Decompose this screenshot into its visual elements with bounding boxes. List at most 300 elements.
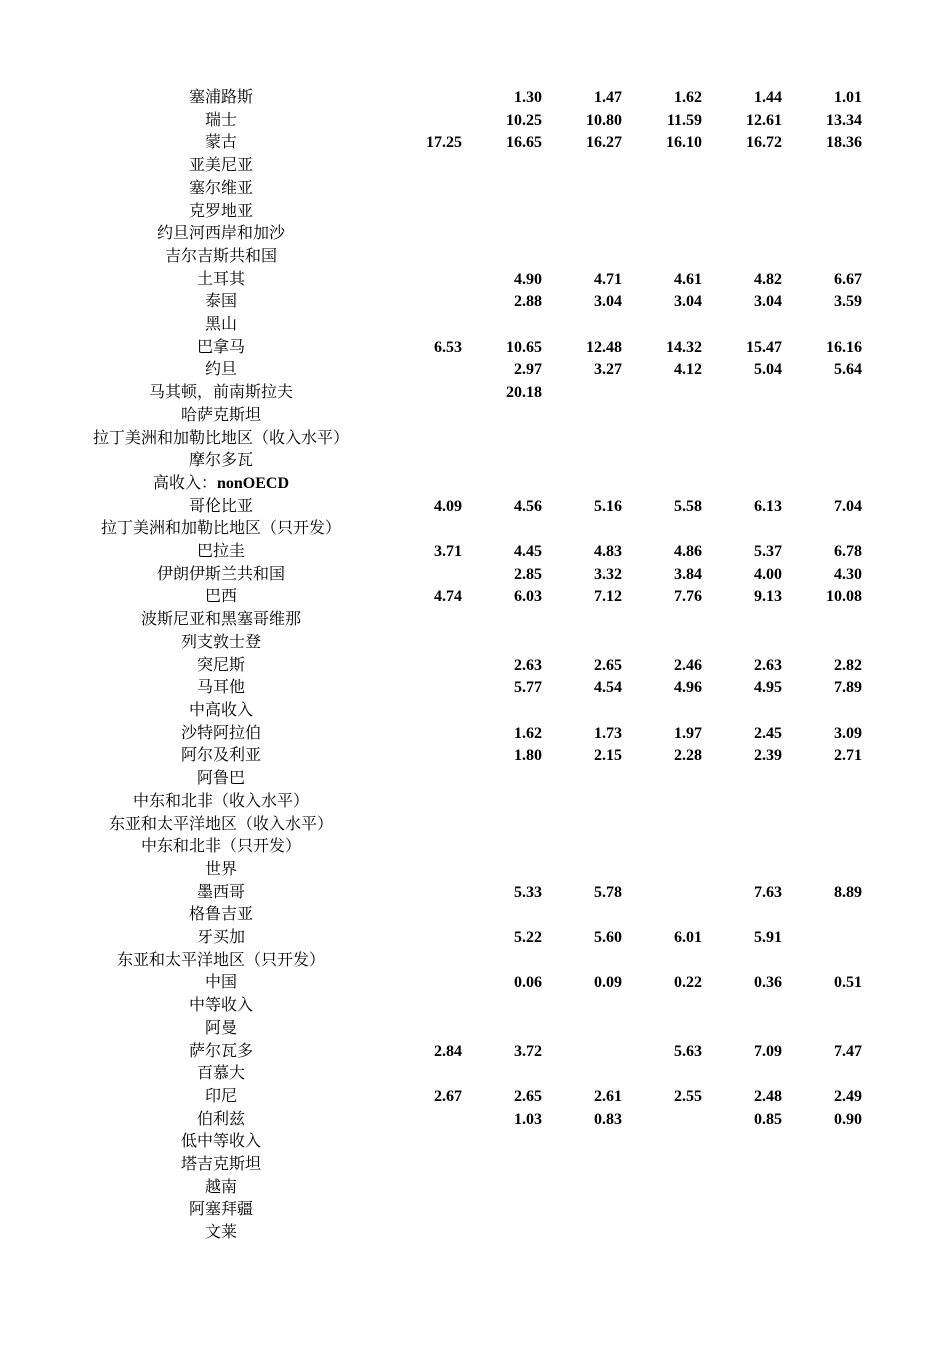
row-label-text: 马其顿，前南斯拉夫 xyxy=(148,384,293,402)
value-cell xyxy=(462,201,542,224)
value-cell: 4.30 xyxy=(834,565,862,583)
value-cell xyxy=(542,1199,622,1222)
row-label-text: 黑山 xyxy=(204,316,237,334)
value-cell xyxy=(542,1131,622,1154)
value-cell xyxy=(542,791,622,814)
table-row xyxy=(60,155,862,178)
value-cell xyxy=(542,1018,622,1041)
value-cell xyxy=(782,1018,862,1041)
row-label xyxy=(60,450,382,473)
row-label xyxy=(60,201,382,224)
value-cell xyxy=(702,155,782,178)
value-cell: 7.47 xyxy=(834,1042,862,1060)
row-label-text: 高收入： xyxy=(152,474,217,492)
value-cell: 13.34 xyxy=(826,111,862,129)
table-row xyxy=(60,541,862,564)
value-cell: 3.27 xyxy=(594,361,622,379)
value-cell xyxy=(542,201,622,224)
value-cell xyxy=(782,382,862,405)
value-cell: 2.65 xyxy=(594,656,622,674)
value-cell xyxy=(462,836,542,859)
row-label xyxy=(60,541,382,564)
table-row xyxy=(60,291,862,314)
value-cell: 2.55 xyxy=(674,1087,702,1105)
row-label-text: 瑞士 xyxy=(204,111,237,129)
table-row xyxy=(60,450,862,473)
row-label xyxy=(60,655,382,678)
table-row xyxy=(60,132,862,155)
value-cell: 3.04 xyxy=(754,293,782,311)
row-label xyxy=(60,1222,382,1245)
table-row xyxy=(60,564,862,587)
value-cell xyxy=(622,405,702,428)
value-cell xyxy=(782,178,862,201)
row-label-text: 摩尔多瓦 xyxy=(188,452,253,470)
value-cell xyxy=(702,995,782,1018)
value-cell xyxy=(382,950,462,973)
table-row xyxy=(60,314,862,337)
table-row xyxy=(60,904,862,927)
value-cell xyxy=(702,836,782,859)
row-label-text: 沙特阿拉伯 xyxy=(180,724,261,742)
value-cell: 5.37 xyxy=(754,543,782,561)
value-cell: 12.48 xyxy=(586,338,622,356)
value-cell xyxy=(542,814,622,837)
row-label xyxy=(60,1018,382,1041)
value-cell xyxy=(702,609,782,632)
table-row xyxy=(60,1109,862,1132)
value-cell: 2.63 xyxy=(514,656,542,674)
value-cell xyxy=(462,700,542,723)
value-cell: 3.04 xyxy=(674,293,702,311)
table-row xyxy=(60,700,862,723)
value-cell: 16.27 xyxy=(586,134,622,152)
value-cell xyxy=(382,291,462,314)
value-cell xyxy=(382,655,462,678)
value-cell: 1.62 xyxy=(674,89,702,106)
row-label-text: 拉丁美洲和加勒比地区（只开发） xyxy=(100,520,341,538)
value-cell xyxy=(702,473,782,496)
value-cell xyxy=(622,950,702,973)
value-cell xyxy=(542,405,622,428)
value-cell xyxy=(782,950,862,973)
value-cell xyxy=(702,1131,782,1154)
row-label-text: 巴拉圭 xyxy=(196,543,245,561)
value-cell xyxy=(782,155,862,178)
value-cell xyxy=(462,859,542,882)
value-cell: 4.45 xyxy=(514,543,542,561)
value-cell xyxy=(382,359,462,382)
value-cell xyxy=(382,632,462,655)
value-cell xyxy=(782,1063,862,1086)
row-label-text: 哥伦比亚 xyxy=(188,497,253,515)
value-cell xyxy=(622,428,702,451)
value-cell xyxy=(462,246,542,269)
value-cell: 16.65 xyxy=(506,134,542,152)
row-label-text: 阿鲁巴 xyxy=(196,770,245,788)
value-cell: 2.49 xyxy=(834,1087,862,1105)
row-label xyxy=(60,110,382,133)
row-label-text: 世界 xyxy=(204,860,237,878)
table-row xyxy=(60,859,862,882)
value-cell: 4.09 xyxy=(434,497,462,515)
value-cell xyxy=(782,450,862,473)
row-label xyxy=(60,178,382,201)
value-cell: 10.25 xyxy=(506,111,542,129)
row-label-text: 格鲁吉亚 xyxy=(188,906,253,924)
value-cell: 2.67 xyxy=(434,1087,462,1105)
value-cell xyxy=(782,814,862,837)
value-cell xyxy=(462,768,542,791)
table-row xyxy=(60,496,862,519)
value-cell xyxy=(622,473,702,496)
value-cell xyxy=(462,632,542,655)
value-cell xyxy=(542,1222,622,1245)
row-label-text: 越南 xyxy=(204,1178,237,1196)
value-cell xyxy=(782,1199,862,1222)
value-cell xyxy=(462,1177,542,1200)
value-cell xyxy=(382,814,462,837)
table-row xyxy=(60,87,862,110)
value-cell xyxy=(382,972,462,995)
value-cell xyxy=(382,155,462,178)
value-cell: 6.13 xyxy=(754,497,782,515)
value-cell: 4.54 xyxy=(594,679,622,697)
value-cell xyxy=(622,1199,702,1222)
value-cell: 20.18 xyxy=(506,384,542,402)
value-cell xyxy=(382,1154,462,1177)
value-cell xyxy=(382,1131,462,1154)
value-cell: 4.61 xyxy=(674,270,702,288)
value-cell xyxy=(382,723,462,746)
value-cell xyxy=(382,1177,462,1200)
value-cell xyxy=(382,110,462,133)
row-label xyxy=(60,859,382,882)
table-row xyxy=(60,814,862,837)
table-row xyxy=(60,768,862,791)
value-cell xyxy=(382,882,462,905)
value-cell xyxy=(702,405,782,428)
row-label-text: 文莱 xyxy=(204,1224,237,1242)
value-cell xyxy=(462,1063,542,1086)
value-cell xyxy=(382,564,462,587)
value-cell xyxy=(462,155,542,178)
row-label-text: 萨尔瓦多 xyxy=(188,1042,253,1060)
row-label xyxy=(60,246,382,269)
value-cell xyxy=(542,700,622,723)
value-cell xyxy=(782,609,862,632)
value-cell xyxy=(622,246,702,269)
value-cell xyxy=(382,859,462,882)
value-cell: 1.80 xyxy=(514,747,542,765)
value-cell xyxy=(622,904,702,927)
table-row xyxy=(60,882,862,905)
row-label xyxy=(60,1177,382,1200)
value-cell: 10.65 xyxy=(506,338,542,356)
table-row xyxy=(60,201,862,224)
table-row xyxy=(60,1154,862,1177)
value-cell: 2.85 xyxy=(514,565,542,583)
value-cell: 5.63 xyxy=(674,1042,702,1060)
value-cell xyxy=(542,609,622,632)
row-label xyxy=(60,1199,382,1222)
value-cell xyxy=(622,814,702,837)
value-cell: 2.48 xyxy=(754,1087,782,1105)
value-cell: 6.03 xyxy=(514,588,542,606)
table-row xyxy=(60,836,862,859)
value-cell xyxy=(382,1063,462,1086)
value-cell: 4.71 xyxy=(594,270,622,288)
table-row xyxy=(60,473,862,496)
value-cell: 3.59 xyxy=(834,293,862,311)
value-cell xyxy=(382,700,462,723)
row-label-text: 印尼 xyxy=(204,1087,237,1105)
row-label xyxy=(60,132,382,155)
value-cell xyxy=(382,178,462,201)
value-cell xyxy=(382,405,462,428)
value-cell: 3.84 xyxy=(674,565,702,583)
value-cell xyxy=(542,1063,622,1086)
value-cell xyxy=(542,473,622,496)
value-cell xyxy=(782,1222,862,1245)
row-label-text: 突尼斯 xyxy=(196,656,245,674)
value-cell xyxy=(382,1109,462,1132)
value-cell xyxy=(462,223,542,246)
row-label-text: 东亚和太平洋地区（只开发） xyxy=(116,951,325,969)
value-cell: 18.36 xyxy=(826,134,862,152)
value-cell: 15.47 xyxy=(746,338,782,356)
value-cell xyxy=(382,745,462,768)
value-cell xyxy=(462,1018,542,1041)
value-cell xyxy=(462,609,542,632)
value-cell: 8.89 xyxy=(834,883,862,901)
value-cell xyxy=(462,428,542,451)
value-cell xyxy=(382,269,462,292)
value-cell xyxy=(622,1063,702,1086)
value-cell xyxy=(462,1199,542,1222)
value-cell xyxy=(382,836,462,859)
table-row xyxy=(60,1131,862,1154)
value-cell xyxy=(702,246,782,269)
value-cell: 2.45 xyxy=(754,724,782,742)
value-cell xyxy=(382,201,462,224)
row-label-text: 伯利兹 xyxy=(196,1110,245,1128)
row-label-text: 哈萨克斯坦 xyxy=(180,406,261,424)
row-label-text: 约旦河西岸和加沙 xyxy=(156,225,285,243)
table-row xyxy=(60,1199,862,1222)
value-cell xyxy=(622,382,702,405)
row-label xyxy=(60,1131,382,1154)
value-cell xyxy=(542,995,622,1018)
value-cell: 5.16 xyxy=(594,497,622,515)
value-cell xyxy=(702,859,782,882)
value-cell: 11.59 xyxy=(666,111,702,129)
table-row xyxy=(60,586,862,609)
value-cell xyxy=(542,246,622,269)
value-cell: 16.10 xyxy=(666,134,702,152)
value-cell xyxy=(622,859,702,882)
value-cell: 16.72 xyxy=(746,134,782,152)
value-cell xyxy=(462,314,542,337)
value-cell xyxy=(382,1199,462,1222)
value-cell xyxy=(382,518,462,541)
value-cell xyxy=(782,518,862,541)
value-cell: 5.33 xyxy=(514,883,542,901)
row-label xyxy=(60,768,382,791)
table-row xyxy=(60,178,862,201)
value-cell: 2.15 xyxy=(594,747,622,765)
table-row xyxy=(60,246,862,269)
row-label xyxy=(60,1041,382,1064)
value-cell: 2.28 xyxy=(674,747,702,765)
value-cell: 4.83 xyxy=(594,543,622,561)
value-cell: 3.72 xyxy=(514,1042,542,1060)
row-label-text: 马耳他 xyxy=(196,679,245,697)
table-row xyxy=(60,428,862,451)
row-label xyxy=(60,972,382,995)
value-cell xyxy=(622,178,702,201)
value-cell xyxy=(622,700,702,723)
value-cell xyxy=(782,246,862,269)
row-label xyxy=(60,1086,382,1109)
value-cell: 6.01 xyxy=(674,929,702,947)
value-cell: 6.53 xyxy=(434,338,462,356)
table-row xyxy=(60,1063,862,1086)
value-cell xyxy=(702,518,782,541)
value-cell xyxy=(382,382,462,405)
value-cell xyxy=(782,314,862,337)
value-cell xyxy=(382,904,462,927)
value-cell: 1.30 xyxy=(514,89,542,106)
value-cell: 0.06 xyxy=(514,974,542,992)
row-label-text: 低中等收入 xyxy=(180,1133,261,1151)
value-cell xyxy=(782,1177,862,1200)
value-cell xyxy=(382,768,462,791)
value-cell: 12.61 xyxy=(746,111,782,129)
value-cell xyxy=(622,1154,702,1177)
table-row xyxy=(60,927,862,950)
row-label-text: 拉丁美洲和加勒比地区（收入水平） xyxy=(92,429,349,447)
value-cell: 2.71 xyxy=(834,747,862,765)
value-cell xyxy=(542,382,622,405)
value-cell xyxy=(542,632,622,655)
row-label xyxy=(60,836,382,859)
value-cell: 5.77 xyxy=(514,679,542,697)
value-cell xyxy=(622,882,702,905)
value-cell xyxy=(702,1154,782,1177)
value-cell xyxy=(782,223,862,246)
value-cell xyxy=(782,428,862,451)
value-cell xyxy=(462,791,542,814)
row-label xyxy=(60,1109,382,1132)
table-row xyxy=(60,223,862,246)
value-cell: 0.85 xyxy=(754,1110,782,1128)
value-cell xyxy=(702,450,782,473)
row-label xyxy=(60,745,382,768)
value-cell xyxy=(702,1199,782,1222)
value-cell xyxy=(462,1131,542,1154)
value-cell xyxy=(622,1109,702,1132)
table-row xyxy=(60,518,862,541)
row-label-text: 阿曼 xyxy=(204,1019,237,1037)
value-cell xyxy=(702,428,782,451)
value-cell xyxy=(462,904,542,927)
value-cell xyxy=(782,836,862,859)
value-cell xyxy=(462,814,542,837)
value-cell: 0.36 xyxy=(754,974,782,992)
table-row xyxy=(60,745,862,768)
row-label-text: 东亚和太平洋地区（收入水平） xyxy=(108,815,333,833)
row-label xyxy=(60,291,382,314)
value-cell xyxy=(622,223,702,246)
row-label-text: 土耳其 xyxy=(196,270,245,288)
row-label xyxy=(60,791,382,814)
value-cell xyxy=(782,791,862,814)
row-label-text: 中东和北非（收入水平） xyxy=(132,792,309,810)
value-cell xyxy=(382,87,462,110)
value-cell xyxy=(622,1131,702,1154)
value-cell xyxy=(622,1018,702,1041)
value-cell xyxy=(542,450,622,473)
value-cell xyxy=(702,791,782,814)
row-label-suffix: nonOECD xyxy=(216,474,290,492)
value-cell xyxy=(702,1222,782,1245)
value-cell xyxy=(382,428,462,451)
value-cell xyxy=(542,768,622,791)
value-cell xyxy=(782,927,862,950)
value-cell xyxy=(622,768,702,791)
value-cell: 5.04 xyxy=(754,361,782,379)
value-cell xyxy=(702,950,782,973)
row-label xyxy=(60,586,382,609)
row-label-text: 中东和北非（只开发） xyxy=(140,838,301,856)
value-cell: 0.09 xyxy=(594,974,622,992)
value-cell: 4.12 xyxy=(674,361,702,379)
value-cell: 0.90 xyxy=(834,1110,862,1128)
table-row xyxy=(60,723,862,746)
value-cell xyxy=(462,518,542,541)
value-cell xyxy=(782,632,862,655)
value-cell xyxy=(702,1063,782,1086)
value-cell: 0.51 xyxy=(834,974,862,992)
value-cell xyxy=(782,201,862,224)
row-label-text: 巴拿马 xyxy=(196,338,245,356)
value-cell xyxy=(382,314,462,337)
table-row xyxy=(60,405,862,428)
value-cell xyxy=(542,1154,622,1177)
value-cell xyxy=(702,201,782,224)
value-cell xyxy=(542,428,622,451)
row-label xyxy=(60,814,382,837)
table-row xyxy=(60,1018,862,1041)
value-cell xyxy=(622,314,702,337)
value-cell xyxy=(462,473,542,496)
value-cell xyxy=(782,405,862,428)
row-label xyxy=(60,927,382,950)
value-cell: 7.04 xyxy=(834,497,862,515)
value-cell xyxy=(382,450,462,473)
value-cell: 1.47 xyxy=(594,89,622,106)
value-cell xyxy=(782,700,862,723)
value-cell: 10.80 xyxy=(586,111,622,129)
value-cell xyxy=(542,904,622,927)
value-cell: 5.64 xyxy=(834,361,862,379)
row-label-text: 塞尔维亚 xyxy=(188,179,253,197)
value-cell xyxy=(542,1041,622,1064)
value-cell xyxy=(542,155,622,178)
value-cell xyxy=(462,1222,542,1245)
value-cell xyxy=(382,1222,462,1245)
